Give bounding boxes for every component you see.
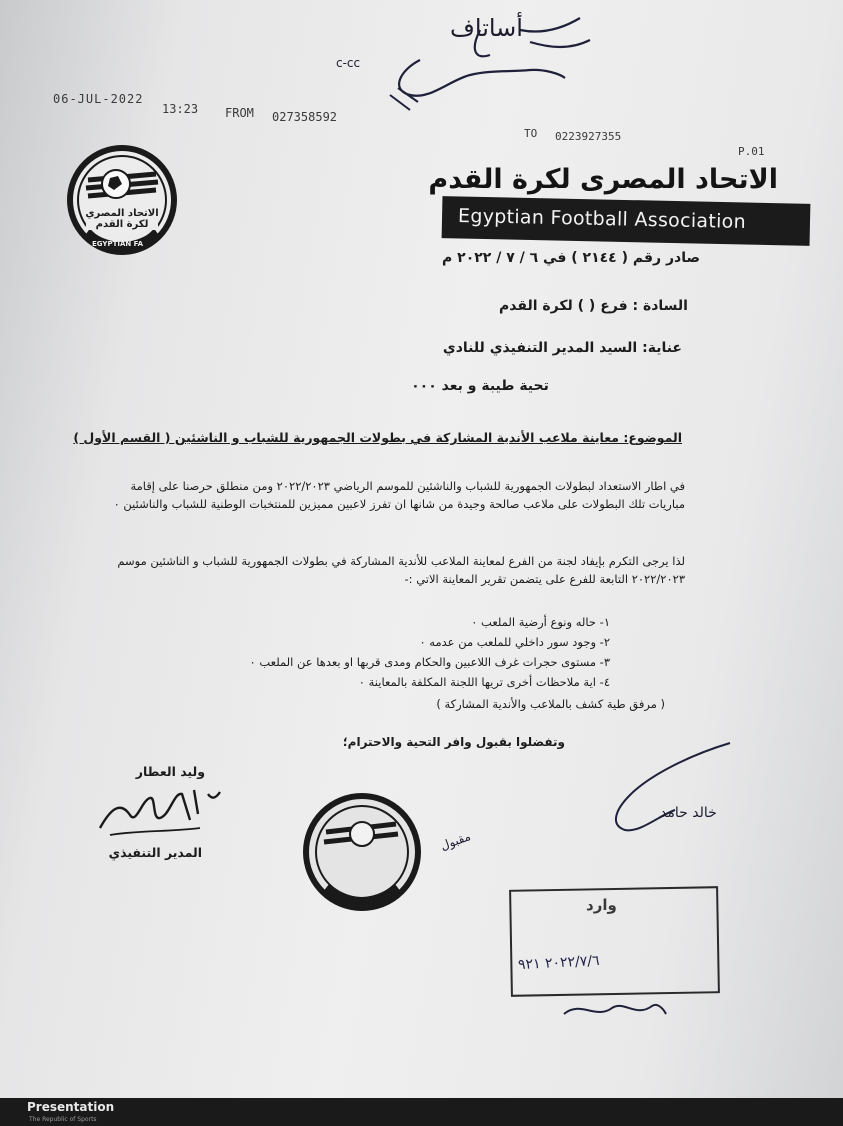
attachment-note: ( مرفق طية كشف بالملاعب والأندية المشاركة ): [436, 697, 665, 711]
closing-line: وتفضلوا بقبول وافر التحية والاحترام؛: [342, 735, 565, 749]
margin-note-text: خالد حامد: [660, 805, 717, 821]
round-seal-icon: [300, 792, 430, 922]
list-item: ٢- وجود سور داخلي للملعب من عدمه ٠: [419, 635, 610, 649]
fax-from-label: FROM: [225, 106, 254, 120]
bottom-strip: [0, 1098, 843, 1126]
address-line-1: السادة : فرع ( ) لكرة القدم: [499, 298, 688, 314]
subject-line: الموضوع: معاينة ملاعب الأندية المشاركة في بطولات الجمهورية للشباب و الناشئين ( القسم الأول ): [73, 430, 682, 445]
list-item: ٤- اية ملاحظات أخرى تريها اللجنة المكلفة بالمعاينة ٠: [358, 675, 610, 689]
logo-text-en: EGYPTIAN FA: [92, 240, 144, 248]
handwritten-signature: [90, 780, 230, 842]
letterhead-name-en: Egyptian Football Association: [457, 204, 747, 234]
handwritten-top-note: أساتاف: [450, 14, 523, 42]
list-item: ١- حاله ونوع أرضية الملعب ٠: [471, 615, 610, 629]
footer-subtitle: The Republic of Sports: [29, 1116, 97, 1123]
fax-time: 13:23: [162, 102, 199, 116]
fax-page-number: P.01: [738, 145, 765, 158]
body-paragraph-1: في اطار الاستعداد لبطولات الجمهورية للشباب والناشئين للموسم الرياضي ٢٠٢٢/٢٠٢٣ ومن منطلق حرصنا على إقامة مباريات تلك البطولات على ملاعب صالحة وجيدة من شانها ان تفرز لاعبين مميزين للمنتخبات الوطنية للشباب والناشئين ٠: [113, 479, 685, 511]
handwritten-margin-note: [600, 735, 740, 845]
footer-brand: Presentation: [27, 1100, 115, 1114]
logo-text-ar: الاتحاد المصري لكرة القدم: [85, 208, 159, 230]
signatory-title: المدير التنفيذي: [108, 845, 202, 860]
address-line-2: عناية: السيد المدير التنفيذي للنادي: [442, 340, 682, 356]
letterhead-name-ar: الاتحاد المصرى لكرة القدم: [428, 164, 778, 195]
reference-line: صادر رقم ( ٢١٤٤ ) في ٦ / ٧ / ٢٠٢٢ م: [442, 250, 700, 266]
body-paragraph-2: لذا يرجى التكرم بإيفاد لجنة من الفرع لمعاينة الملاعب للأندية المشاركة في بطولات الجمهورية للشباب و الناشئين موسم ٢٠٢٢/٢٠٢٣ التابعة للفرع على يتضمن تقرير المعاينة الاتي :-: [117, 554, 685, 586]
seal-signature: مقبول: [438, 829, 473, 853]
incoming-stamp-label: وارد: [586, 896, 617, 914]
list-item: ٣- مستوى حجرات غرف اللاعبين والحكام ومدى قربها او بعدها عن الملعب ٠: [249, 655, 610, 669]
handwritten-cc: c-cc: [336, 56, 361, 70]
fax-from-number: 027358592: [272, 110, 338, 124]
fax-to-number: 0223927355: [555, 130, 622, 143]
incoming-stamp-date: ٢٠٢٢/٧/٦ ٩٢١: [517, 952, 600, 974]
greeting: تحية طيبة و بعد ٠٠٠: [411, 378, 549, 394]
fax-to-label: TO: [524, 127, 538, 140]
fax-date: 06-JUL-2022: [53, 92, 144, 106]
signatory-name: وليد العطار: [135, 764, 205, 779]
handwritten-initials: [560, 990, 670, 1030]
